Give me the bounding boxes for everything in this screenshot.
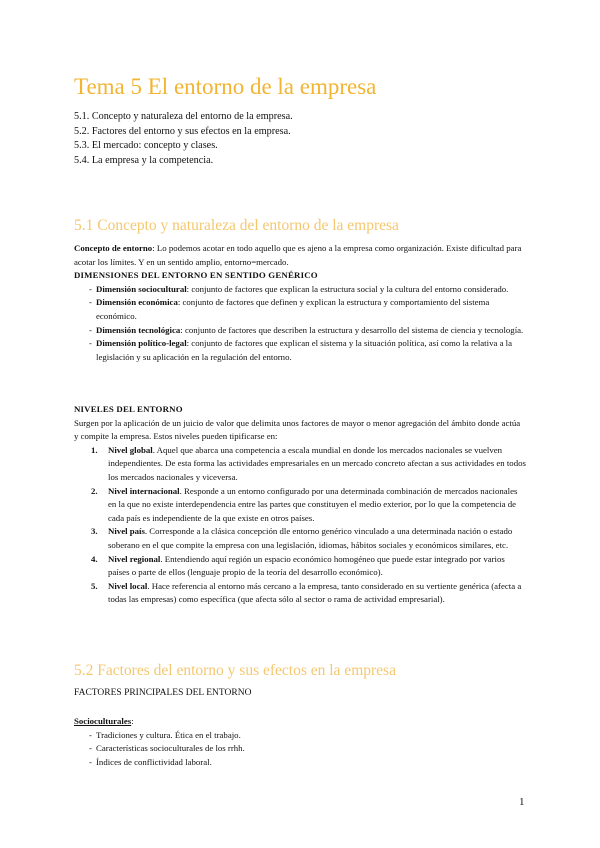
list-item [74,324,526,338]
item-term: Nivel internacional [108,485,180,496]
definition-term: Concepto de entorno [74,243,153,253]
page-number: 1 [519,796,525,808]
toc-item: 5.1. Concepto y naturaleza del entorno de la empresa. [74,111,293,122]
dash-bullet: - [89,729,92,740]
list-item [74,729,526,743]
list-item [74,742,526,756]
definition-paragraph [74,242,526,269]
dash-bullet: - [89,756,92,767]
levels-block [74,403,526,607]
group-colon: : [131,716,134,726]
item-term: Dimensión tecnológica [96,324,181,335]
item-text: . Responde a un entorno configurado por una determinada combinación de mercados nacionales en la que no existe interdependencia entre las partes que constituyen el medio exterior, por lo que la competencia de cada país es independiente de la que existe en otros países. [108,485,518,523]
table-of-contents [74,110,293,168]
item-term: Dimensión sociocultural [96,283,187,294]
list-item [74,553,526,580]
dimensions-list [74,283,526,365]
item-text: . Corresponde a la clásica concepción dle entorno genérico vinculado a una determinada nación o estado soberano en el que compite la empresa con una legislación, idiomas, hábitos sociales y económicos similares, etc. [108,526,513,550]
item-text: : conjunto de factores que describen la estructura y desarrollo del sistema de ciencia y tecnología. [180,324,524,335]
dash-bullet: - [89,338,92,349]
section-1-heading: 5.1 Concepto y naturaleza del entorno de la empresa [74,217,399,234]
list-item [74,756,526,770]
group-label: Socioculturales [74,716,132,726]
item-term: Dimensión político-legal [96,338,187,349]
list-item [74,485,526,526]
list-item [74,283,526,297]
section-2-body [74,715,526,769]
levels-list [74,444,526,607]
item-text: Características socioculturales de los rrhh. [96,743,245,754]
list-item [74,580,526,607]
levels-intro: Surgen por la aplicación de un juicio de valor que delimita unos factores de mayor o menor agregación del ámbito donde actúa y compite la empresa. Estos niveles pueden tipificarse en: [74,417,521,442]
factors-subheading: FACTORES PRINCIPALES DEL ENTORNO [74,688,252,698]
toc-item: 5.3. El mercado: concepto y clases. [74,140,218,151]
item-term: Nivel país [108,526,145,537]
item-term: Nivel local [108,580,148,591]
toc-item: 5.2. Factores del entorno y sus efectos en la empresa. [74,125,291,137]
item-number: 4. [91,553,98,564]
section-1-body [74,242,526,364]
definition-text: : Lo podemos acotar en todo aquello que es ajeno a la empresa como organización. Existe dificultad para acotar los límites. Y en un sentido amplio, entorno=mercado. [74,243,522,267]
document-title: Tema 5 El entorno de la empresa [74,74,377,99]
dash-bullet: - [89,283,92,294]
list-item [74,337,526,364]
item-text: Tradiciones y cultura. Ética en el trabajo. [96,729,241,740]
item-term: Dimensión económica [96,297,178,308]
list-item [74,525,526,552]
item-number: 2. [91,485,98,496]
item-number: 5. [91,580,98,591]
section-2-heading: 5.2 Factores del entorno y sus efectos en la empresa [74,662,396,679]
levels-heading: NIVELES DEL ENTORNO [74,404,183,414]
toc-item: 5.4. La empresa y la competencia. [74,154,214,166]
item-number: 1. [91,444,98,455]
item-number: 3. [91,526,98,537]
dimensions-heading: DIMENSIONES DEL ENTORNO EN SENTIDO GENÉRICO [74,270,318,281]
item-text: : conjunto de factores que explican la estructura social y la cultura del entorno considerado. [186,283,509,294]
item-term: Nivel global [108,444,153,455]
item-text: Índices de conflictividad laboral. [96,756,212,767]
factors-list [74,729,526,770]
dash-bullet: - [89,324,92,335]
list-item [74,296,526,323]
item-text: . Entendiendo aquí región un espacio económico homogéneo que puede estar integrado por varios países o parte de ellos (lenguaje propio de la teoría del desarrollo económico). [108,553,505,578]
item-text: : conjunto de factores que definen y explican la estructura y comportamiento del sistema económico. [96,297,490,321]
dash-bullet: - [89,297,92,308]
item-text: : conjunto de factores que explican el sistema y la situación política, así como la relativa a la legislación y su aplicación en la regulación del entorno. [96,338,513,362]
list-item [74,444,526,485]
item-text: . Aquel que abarca una competencia a escala mundial en donde los mercados nacionales se vuelven independientes. De esta forma las actividades empresariales en un mercado concreto afectan a sus actividades en todos los mercados nacionales y viceversa. [108,444,526,482]
item-term: Nivel regional [108,553,161,564]
group-label-line [74,715,526,729]
dash-bullet: - [89,743,92,754]
item-text: . Hace referencia al entorno más cercano a la empresa, tanto considerado en su vertiente genérica (afecta a todas las empresas) como específica (que afecta sólo al sector o rama de actividad empresarial). [108,580,522,605]
